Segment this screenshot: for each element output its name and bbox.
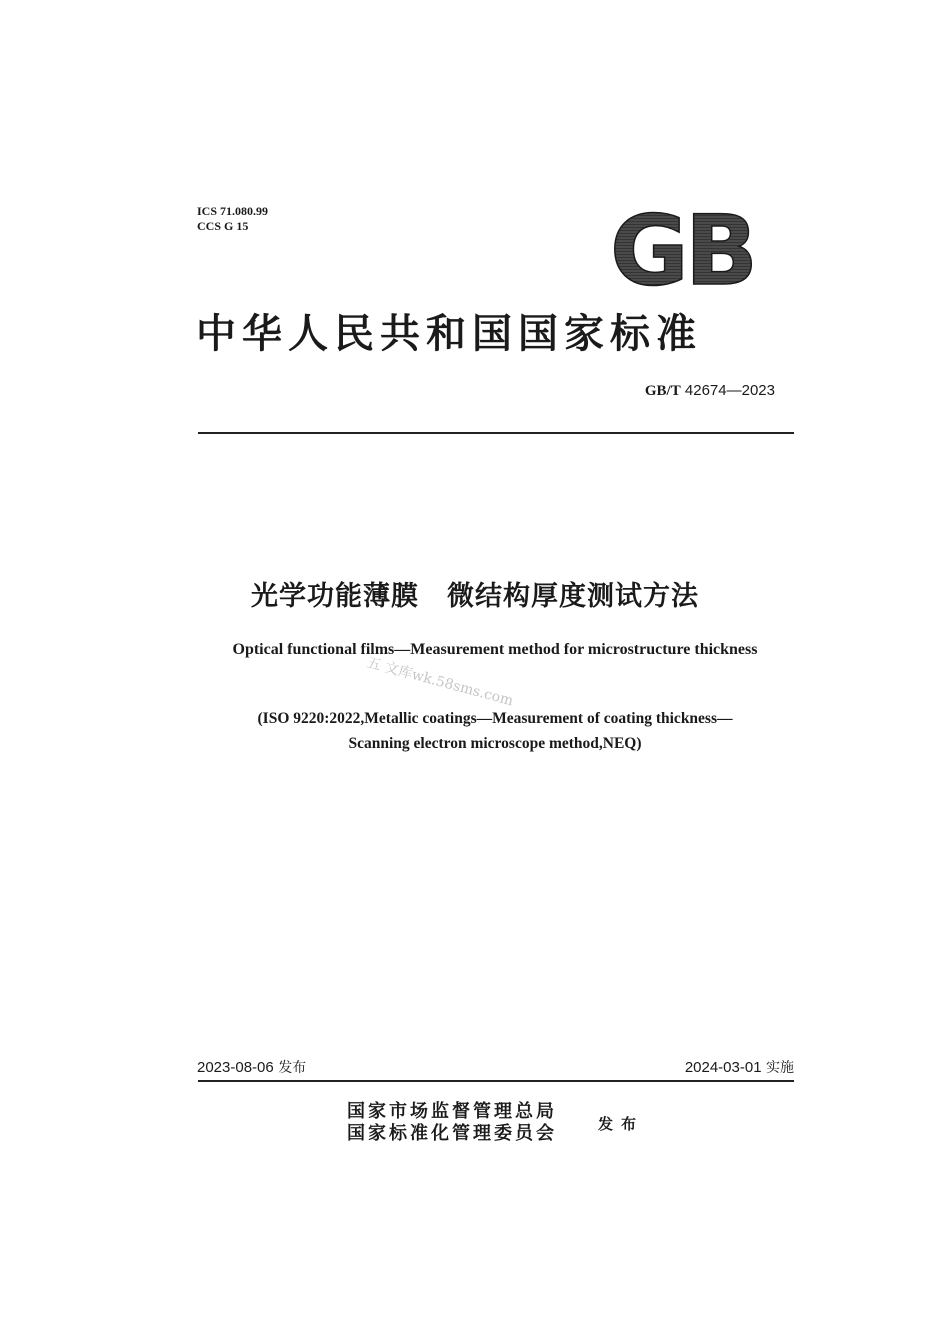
- gb-logo: [607, 206, 757, 288]
- implementation-date-label: 实施: [766, 1060, 794, 1076]
- watermark: 五 文库wk.58sms.com: [365, 654, 515, 710]
- issuer-samr: 国家市场监督管理总局: [347, 1101, 557, 1122]
- national-standard-title: 中华人民共和国国家标准: [196, 310, 702, 357]
- issuing-authorities: [347, 1101, 557, 1145]
- standard-code: 42674—2023: [684, 382, 775, 399]
- publish-date-value: 2023-08-06: [197, 1059, 274, 1076]
- reference-standard-line2: Scanning electron microscope method,NEQ): [348, 735, 642, 752]
- implementation-date-value: 2024-03-01: [684, 1059, 762, 1076]
- standard-prefix: GB/T: [644, 383, 681, 399]
- chinese-title: 光学功能薄膜 微结构厚度测试方法: [251, 581, 699, 612]
- header-divider: [198, 432, 794, 434]
- publish-date: [197, 1057, 306, 1077]
- ccs-code: CCS G 15: [197, 219, 249, 233]
- implementation-date: [685, 1057, 794, 1077]
- english-title: Optical functional films—Measurement method for microstructure thickness: [232, 641, 758, 658]
- classification-codes: [197, 204, 268, 234]
- gb-logo-lettering: GB: [610, 206, 754, 288]
- standard-number: [645, 382, 775, 400]
- footer-divider: [198, 1080, 794, 1082]
- issue-label: 发布: [598, 1115, 645, 1133]
- reference-standard-line1: (ISO 9220:2022,Metallic coatings—Measurement of coating thickness—: [257, 710, 733, 727]
- publish-date-label: 发布: [278, 1060, 307, 1076]
- issuer-sac: 国家标准化管理委员会: [347, 1123, 557, 1144]
- ics-code: ICS 71.080.99: [197, 204, 269, 218]
